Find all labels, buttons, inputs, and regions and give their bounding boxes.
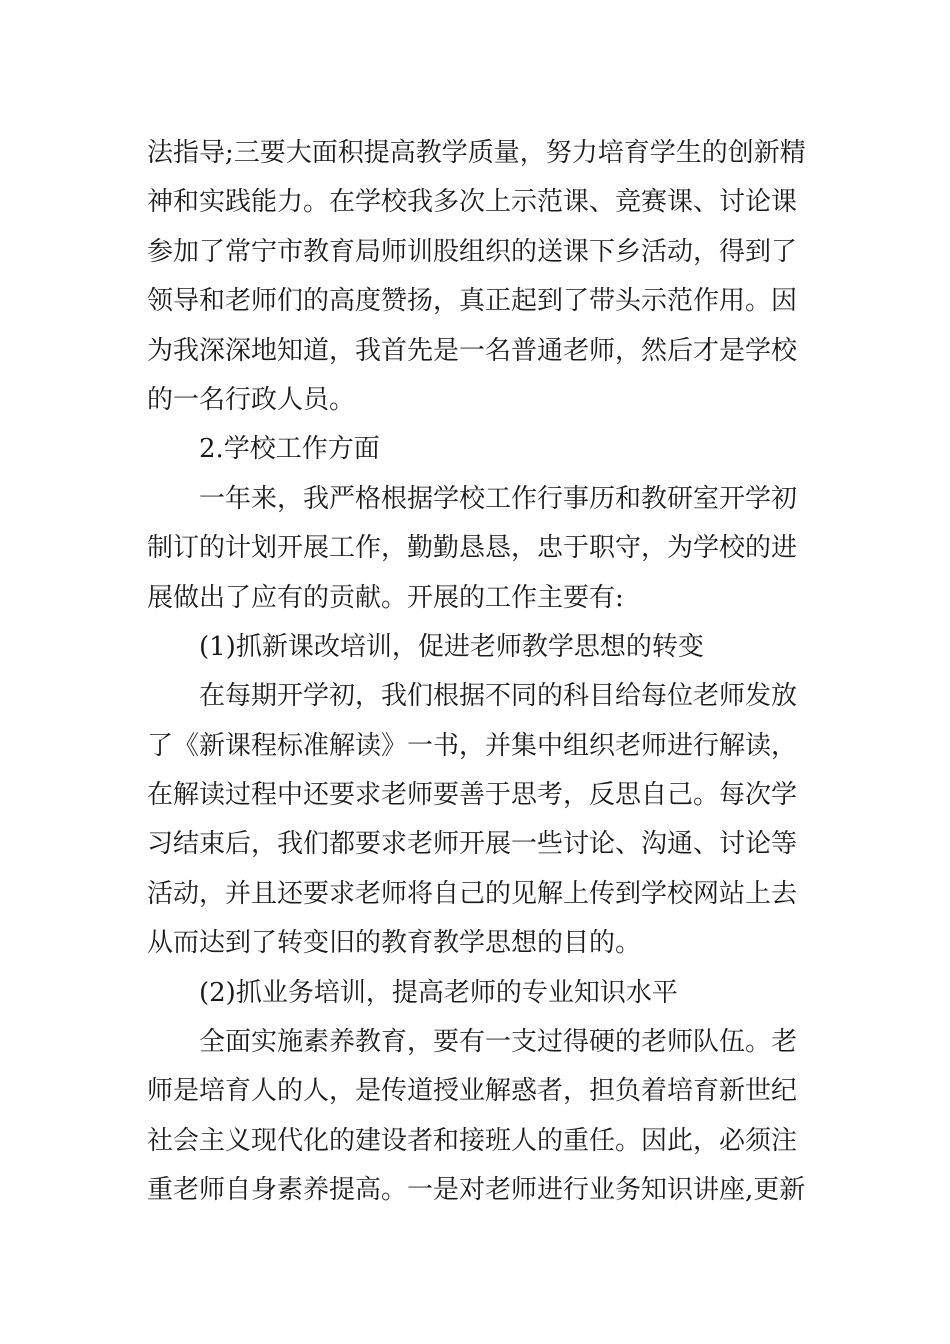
text-line: 参加了常宁市教育局师训股组织的送课下乡活动，得到了 [147, 236, 798, 267]
text-line: 在解读过程中还要求老师要善于思考，反思自己。每次学 [147, 780, 798, 811]
text-line: 了《新课程标准解读》一书，并集中组织老师进行解读， [147, 730, 798, 761]
text-line: (2)抓业务培训，提高老师的专业知识水平 [199, 977, 678, 1008]
text-line: 从而达到了转变旧的教育教学思想的目的。 [147, 928, 642, 959]
text-line: 师是培育人的人，是传道授业解惑者，担负着培育新世纪 [147, 1076, 798, 1107]
text-line: 的一名行政人员。 [147, 384, 356, 415]
text-line: 展做出了应有的贡献。开展的工作主要有: [147, 582, 624, 613]
text-line: 法指导;三要大面积提高教学质量，努力培育学生的创新精 [147, 138, 806, 168]
text-line: 全面实施素养教育，要有一支过得硬的老师队伍。老 [199, 1027, 798, 1058]
text-line: 在每期开学初，我们根据不同的科目给每位老师发放 [199, 681, 798, 712]
text-line: 重老师自身素养提高。一是对老师进行业务知识讲座,更新 [147, 1175, 806, 1206]
text-line: 一年来，我严格根据学校工作行事历和教研室开学初 [199, 483, 798, 514]
text-line: 社会主义现代化的建设者和接班人的重任。因此，必须注 [147, 1125, 798, 1156]
text-line: (1)抓新课改培训，促进老师教学思想的转变 [199, 631, 704, 662]
text-line: 领导和老师们的高度赞扬，真正起到了带头示范作用。因 [147, 286, 798, 317]
text-line: 习结束后，我们都要求老师开展一些讨论、沟通、讨论等 [147, 829, 798, 860]
document-body [147, 129, 812, 1216]
text-line: 为我深深地知道，我首先是一名普通老师，然后才是学校 [147, 335, 798, 366]
text-line: 制订的计划开展工作，勤勤恳恳，忠于职守，为学校的进 [147, 533, 798, 564]
text-line: 活动，并且还要求老师将自己的见解上传到学校网站上去 [147, 878, 798, 909]
text-line: 2.学校工作方面 [199, 434, 380, 465]
text-line: 神和实践能力。在学校我多次上示范课、竞赛课、讨论课 [147, 187, 798, 218]
